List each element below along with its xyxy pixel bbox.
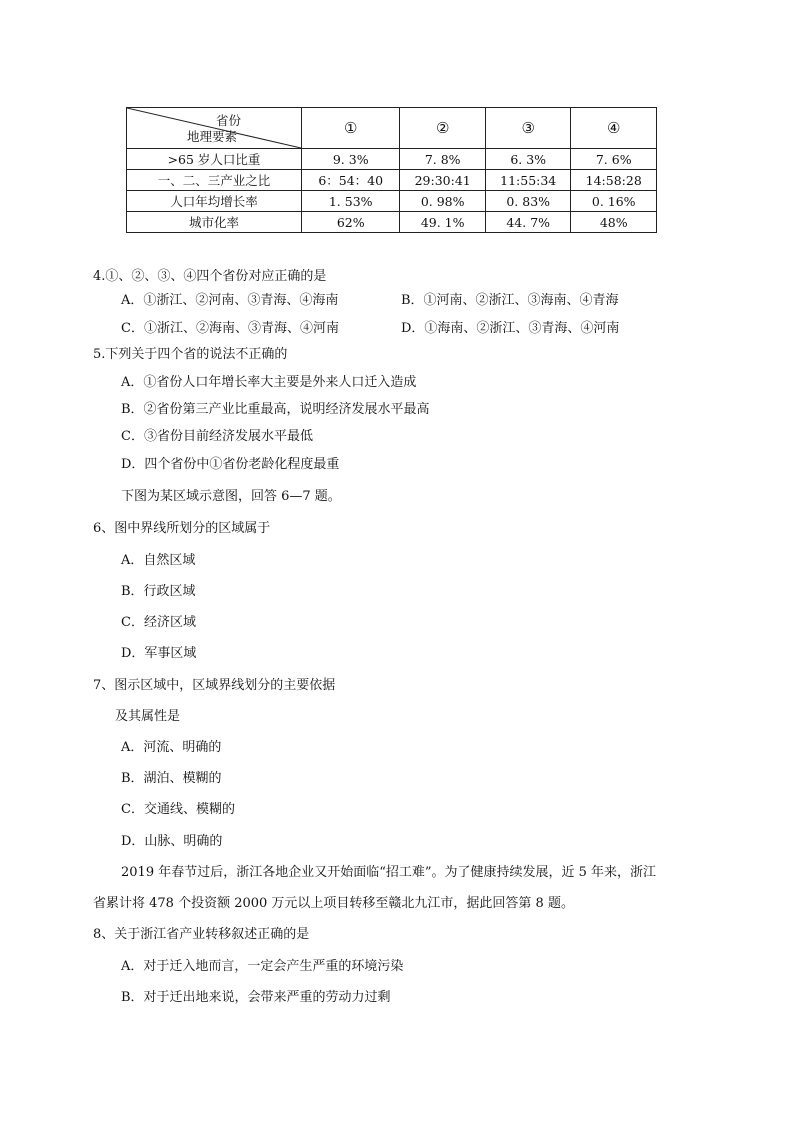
question-4-stem: 4.①、②、③、④四个省份对应正确的是 [93, 269, 327, 284]
table-row [127, 212, 657, 233]
question-4-option-c[interactable]: C．①浙江、②海南、③青海、④河南 [121, 321, 339, 336]
column-header: ④ [571, 108, 657, 149]
question-7-option-d[interactable]: D．山脉、明确的 [121, 834, 223, 849]
question-6-option-b[interactable]: B．行政区域 [121, 584, 196, 599]
table-cell: 29:30:41 [400, 170, 486, 191]
row-label: 人口年均增长率 [127, 191, 302, 212]
question-6-option-d[interactable]: D．军事区域 [121, 646, 197, 661]
question-8-stem: 8、关于浙江省产业转移叙述正确的是 [93, 927, 310, 942]
table-cell: 62% [302, 212, 400, 233]
question-4-option-a[interactable]: A．①浙江、②河南、③青海、④海南 [121, 293, 339, 308]
diagonal-header-cell [127, 108, 302, 149]
table-cell: 44. 7% [485, 212, 571, 233]
question-8-option-a[interactable]: A．对于迁入地而言，一定会产生严重的环境污染 [121, 959, 404, 974]
question-7-stem: 7、图示区域中，区域界线划分的主要依据 [93, 678, 336, 693]
question-6-option-a[interactable]: A．自然区域 [121, 553, 196, 568]
table-cell: 9. 3% [302, 149, 400, 170]
row-label: >65 岁人口比重 [127, 149, 302, 170]
question-5-option-b[interactable]: B．②省份第三产业比重最高，说明经济发展水平最高 [121, 402, 430, 417]
table-cell: 6. 3% [485, 149, 571, 170]
question-6-option-c[interactable]: C．经济区域 [121, 615, 196, 630]
table-cell: 49. 1% [400, 212, 486, 233]
question-7-option-b[interactable]: B．湖泊、模糊的 [121, 771, 222, 786]
question-6-stem: 6、图中界线所划分的区域属于 [93, 521, 271, 536]
table-cell: 0. 98% [400, 191, 486, 212]
table-row [127, 149, 657, 170]
table-row [127, 191, 657, 212]
intro-question-8-line1: 2019 年春节过后，浙江各地企业又开始面临“招工难”。为了健康持续发展，近 5 年来，浙江 [121, 865, 657, 880]
question-5-option-d[interactable]: D．四个省份中①省份老龄化程度最重 [121, 457, 340, 472]
header-element-label: 地理要素 [187, 129, 238, 144]
table-cell: 14:58:28 [571, 170, 657, 191]
table-cell: 6：54：40 [302, 170, 400, 191]
header-province-label: 省份 [215, 113, 241, 128]
question-5-option-a[interactable]: A．①省份人口年增长率大主要是外来人口迁入造成 [121, 375, 417, 390]
question-5-option-c[interactable]: C．③省份目前经济发展水平最低 [121, 429, 313, 444]
question-7-option-a[interactable]: A．河流、明确的 [121, 740, 222, 755]
table-cell: 7. 8% [400, 149, 486, 170]
question-8-option-b[interactable]: B．对于迁出地来说，会带来严重的劳动力过剩 [121, 990, 391, 1005]
question-5-stem: 5.下列关于四个省的说法不正确的 [93, 347, 288, 362]
column-header: ① [302, 108, 400, 149]
table-cell: 11:55:34 [485, 170, 571, 191]
intro-question-8-line2: 省累计将 478 个投资额 2000 万元以上项目转移至赣北九江市，据此回答第 8 题。 [93, 896, 574, 911]
row-label: 一、二、三产业之比 [127, 170, 302, 191]
table-cell: 7. 6% [571, 149, 657, 170]
table-header-row [127, 108, 657, 149]
question-7-stem-continued: 及其属性是 [115, 709, 181, 724]
table-cell: 0. 16% [571, 191, 657, 212]
question-4-option-b[interactable]: B．①河南、②浙江、③海南、④青海 [401, 293, 619, 308]
table-cell: 48% [571, 212, 657, 233]
table-cell: 0. 83% [485, 191, 571, 212]
province-data-table [126, 107, 657, 233]
question-7-option-c[interactable]: C．交通线、模糊的 [121, 802, 235, 817]
intro-questions-6-7: 下图为某区域示意图，回答 6—7 题。 [121, 489, 341, 504]
table-cell: 1. 53% [302, 191, 400, 212]
table-row [127, 170, 657, 191]
row-label: 城市化率 [127, 212, 302, 233]
column-header: ③ [485, 108, 571, 149]
question-4-option-d[interactable]: D．①海南、②浙江、③青海、④河南 [401, 321, 620, 336]
column-header: ② [400, 108, 486, 149]
